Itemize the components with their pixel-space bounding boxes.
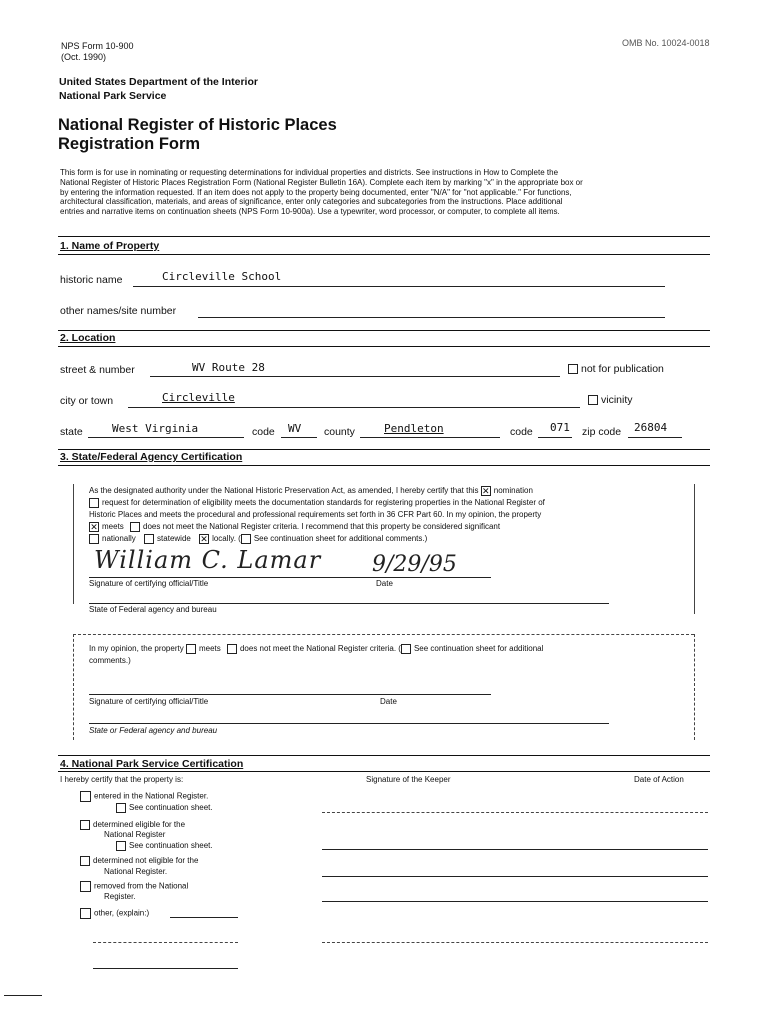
department: United States Department of the Interior <box>59 76 258 88</box>
eligible-continuation[interactable]: See continuation sheet. <box>116 841 213 851</box>
cert-line-1: As the designated authority under the National Historic Preservation Act, as amended, I hereby certify that this ✕ nomination <box>89 486 533 496</box>
city-line <box>128 407 580 408</box>
keeper-line[interactable] <box>322 849 708 850</box>
box-border <box>694 634 695 740</box>
opinion-meets-checkbox[interactable] <box>186 644 196 654</box>
does-not-meet-checkbox[interactable] <box>130 522 140 532</box>
signature2-line[interactable] <box>89 694 491 695</box>
entered-checkbox[interactable] <box>80 791 91 802</box>
section-divider <box>58 330 710 331</box>
signature-line <box>89 577 491 578</box>
historic-name-line <box>133 286 665 287</box>
box-border <box>73 634 74 740</box>
eligible-label-2: National Register <box>104 830 166 839</box>
instructions <box>60 168 710 217</box>
historic-name-field[interactable]: Circleville School <box>162 270 282 283</box>
statewide-checkbox[interactable] <box>144 534 154 544</box>
keeper-label: Signature of the Keeper <box>366 775 451 784</box>
vicinity-checkbox[interactable] <box>588 395 598 405</box>
section4-intro: I hereby certify that the property is: <box>60 775 184 784</box>
not-eligible-label-2: National Register. <box>104 867 168 876</box>
removed-option[interactable]: removed from the National <box>80 881 188 892</box>
county-field[interactable]: Pendleton <box>384 422 444 435</box>
form-number: NPS Form 10-900 <box>61 41 134 51</box>
other-option[interactable]: other, (explain:) <box>80 908 149 919</box>
cert-line-3: Historic Places and meets the procedural and professional requirements set forth in 36 CFR Part 60. In my opinion, the property <box>89 510 542 519</box>
removed-checkbox[interactable] <box>80 881 91 892</box>
cert-line-5: nationally statewide ✕ locally. ( See continuation sheet for additional comments.) <box>89 534 427 544</box>
removed-label-2: Register. <box>104 892 136 901</box>
locally-checkbox[interactable]: ✕ <box>200 534 208 544</box>
service: National Park Service <box>59 90 167 102</box>
city-label: city or town <box>60 395 114 407</box>
not-eligible-checkbox[interactable] <box>80 856 90 866</box>
section3-heading: 3. State/Federal Agency Certification <box>60 451 243 463</box>
state-code-line <box>281 437 317 438</box>
entered-continuation-checkbox[interactable] <box>116 803 126 813</box>
historic-name-label: historic name <box>60 274 123 286</box>
other-names-label: other names/site number <box>60 305 177 317</box>
other-checkbox[interactable] <box>80 908 91 919</box>
determination-checkbox[interactable] <box>89 498 99 508</box>
opinion-does-not-meet-checkbox[interactable] <box>227 644 237 654</box>
opinion-line-2: comments.) <box>89 656 131 665</box>
section-divider <box>58 771 710 772</box>
cert-line-2: request for determination of eligibility meets the documentation standards for registering properties in the National Register of <box>89 498 545 508</box>
other-line[interactable] <box>93 942 238 943</box>
county-line <box>360 437 500 438</box>
page-subtitle: Registration Form <box>58 135 201 153</box>
opinion-line-1: In my opinion, the property meets does not meet the National Register criteria. ( See continuation sheet for additional <box>89 644 544 654</box>
signature-scribble: William C. Lamar <box>94 546 322 574</box>
section2-heading: 2. Location <box>60 332 116 344</box>
keeper-line[interactable] <box>322 942 708 943</box>
section-divider <box>58 254 710 255</box>
box-border <box>73 484 74 604</box>
section-divider <box>58 346 710 347</box>
state-line <box>88 437 244 438</box>
county-label: county <box>324 426 355 438</box>
date-scribble: 9/29/95 <box>372 552 457 577</box>
signature-label: Signature of certifying official/Title <box>89 579 209 588</box>
city-field[interactable]: Circleville <box>162 391 235 404</box>
cert-line-4: ✕ meets does not meet the National Register criteria. I recommend that this property be considered significant <box>90 522 501 532</box>
keeper-line[interactable] <box>322 901 708 902</box>
box-border <box>73 634 694 635</box>
nomination-label: nomination <box>493 486 533 496</box>
instruction-line: National Register of Historic Places Registration Form (National Register Bulletin 16A). Complete each item by marking "x" in the appropriate box or <box>60 177 583 187</box>
not-eligible-option[interactable]: determined not eligible for the <box>80 856 198 866</box>
section-divider <box>58 236 710 237</box>
date2-label: Date <box>380 697 397 706</box>
action-label: Date of Action <box>634 775 684 784</box>
other-explain-field[interactable] <box>170 917 238 918</box>
zip-label: zip code <box>582 426 622 438</box>
section-divider <box>58 755 710 756</box>
eligible-continuation-checkbox[interactable] <box>116 841 126 851</box>
street-line <box>150 376 560 377</box>
instruction-line: by entering the information requested. If an item does not apply to the property being documented, enter "N/A" for "not applicable." For functions, <box>60 187 572 197</box>
keeper-line[interactable] <box>322 876 708 877</box>
entered-continuation[interactable]: See continuation sheet. <box>116 803 213 813</box>
agency2-label: State or Federal agency and bureau <box>89 726 218 735</box>
eligible-option[interactable]: determined eligible for the <box>80 820 185 830</box>
date-label: Date <box>376 579 393 588</box>
nationally-checkbox[interactable] <box>89 534 99 544</box>
county-code-line <box>538 437 572 438</box>
other-names-field[interactable] <box>198 317 665 318</box>
street-field[interactable]: WV Route 28 <box>192 361 265 374</box>
entered-option[interactable]: entered in the National Register. <box>80 791 208 802</box>
other-line[interactable] <box>93 968 238 969</box>
state-code-field[interactable]: WV <box>288 422 302 435</box>
page-title: National Register of Historic Places <box>58 116 337 134</box>
scan-mark <box>4 995 42 996</box>
section4-heading: 4. National Park Service Certification <box>60 758 244 770</box>
meets-checkbox[interactable]: ✕ <box>90 522 98 532</box>
eligible-checkbox[interactable] <box>80 820 90 830</box>
form-date: (Oct. 1990) <box>61 52 107 62</box>
vicinity-label: vicinity <box>601 394 633 406</box>
section1-heading: 1. Name of Property <box>60 240 160 252</box>
county-code-label: code <box>510 426 533 438</box>
instruction-line: entries and narrative items on continuation sheets (NPS Form 10-900a). Use a typewriter, word processor, or computer, to complete all items. <box>60 207 560 217</box>
omb-number: OMB No. 10024-0018 <box>622 38 710 48</box>
street-label: street & number <box>60 364 135 376</box>
keeper-line[interactable] <box>322 812 708 813</box>
nomination-checkbox[interactable]: ✕ <box>482 486 490 496</box>
opinion-continuation-checkbox[interactable] <box>401 644 411 654</box>
zip-line <box>628 437 682 438</box>
agency-line <box>89 603 609 604</box>
not-for-publication-checkbox[interactable] <box>568 364 578 374</box>
signature2-label: Signature of certifying official/Title <box>89 697 209 706</box>
instruction-line: This form is for use in nominating or requesting determinations for individual properties and districts. See instructions in How to Complete the <box>60 168 559 177</box>
instruction-line: architectural classification, materials, and areas of significance, enter only categories and subcategories from the instructions. Place additional <box>60 197 563 207</box>
state-field[interactable]: West Virginia <box>112 422 199 435</box>
county-code-field[interactable]: 071 <box>550 421 570 434</box>
state-code-label: code <box>252 426 275 438</box>
agency-label: State of Federal agency and bureau <box>89 605 217 614</box>
continuation-checkbox[interactable] <box>241 534 251 544</box>
box-border <box>694 484 695 614</box>
not-for-publication-option[interactable] <box>568 363 664 375</box>
vicinity-option[interactable] <box>588 394 633 406</box>
section-divider <box>58 449 710 450</box>
not-for-publication-label: not for publication <box>581 363 664 375</box>
state-label: state <box>60 426 83 438</box>
agency2-line[interactable] <box>89 723 609 724</box>
section-divider <box>58 465 710 466</box>
zip-field[interactable]: 26804 <box>634 421 668 434</box>
